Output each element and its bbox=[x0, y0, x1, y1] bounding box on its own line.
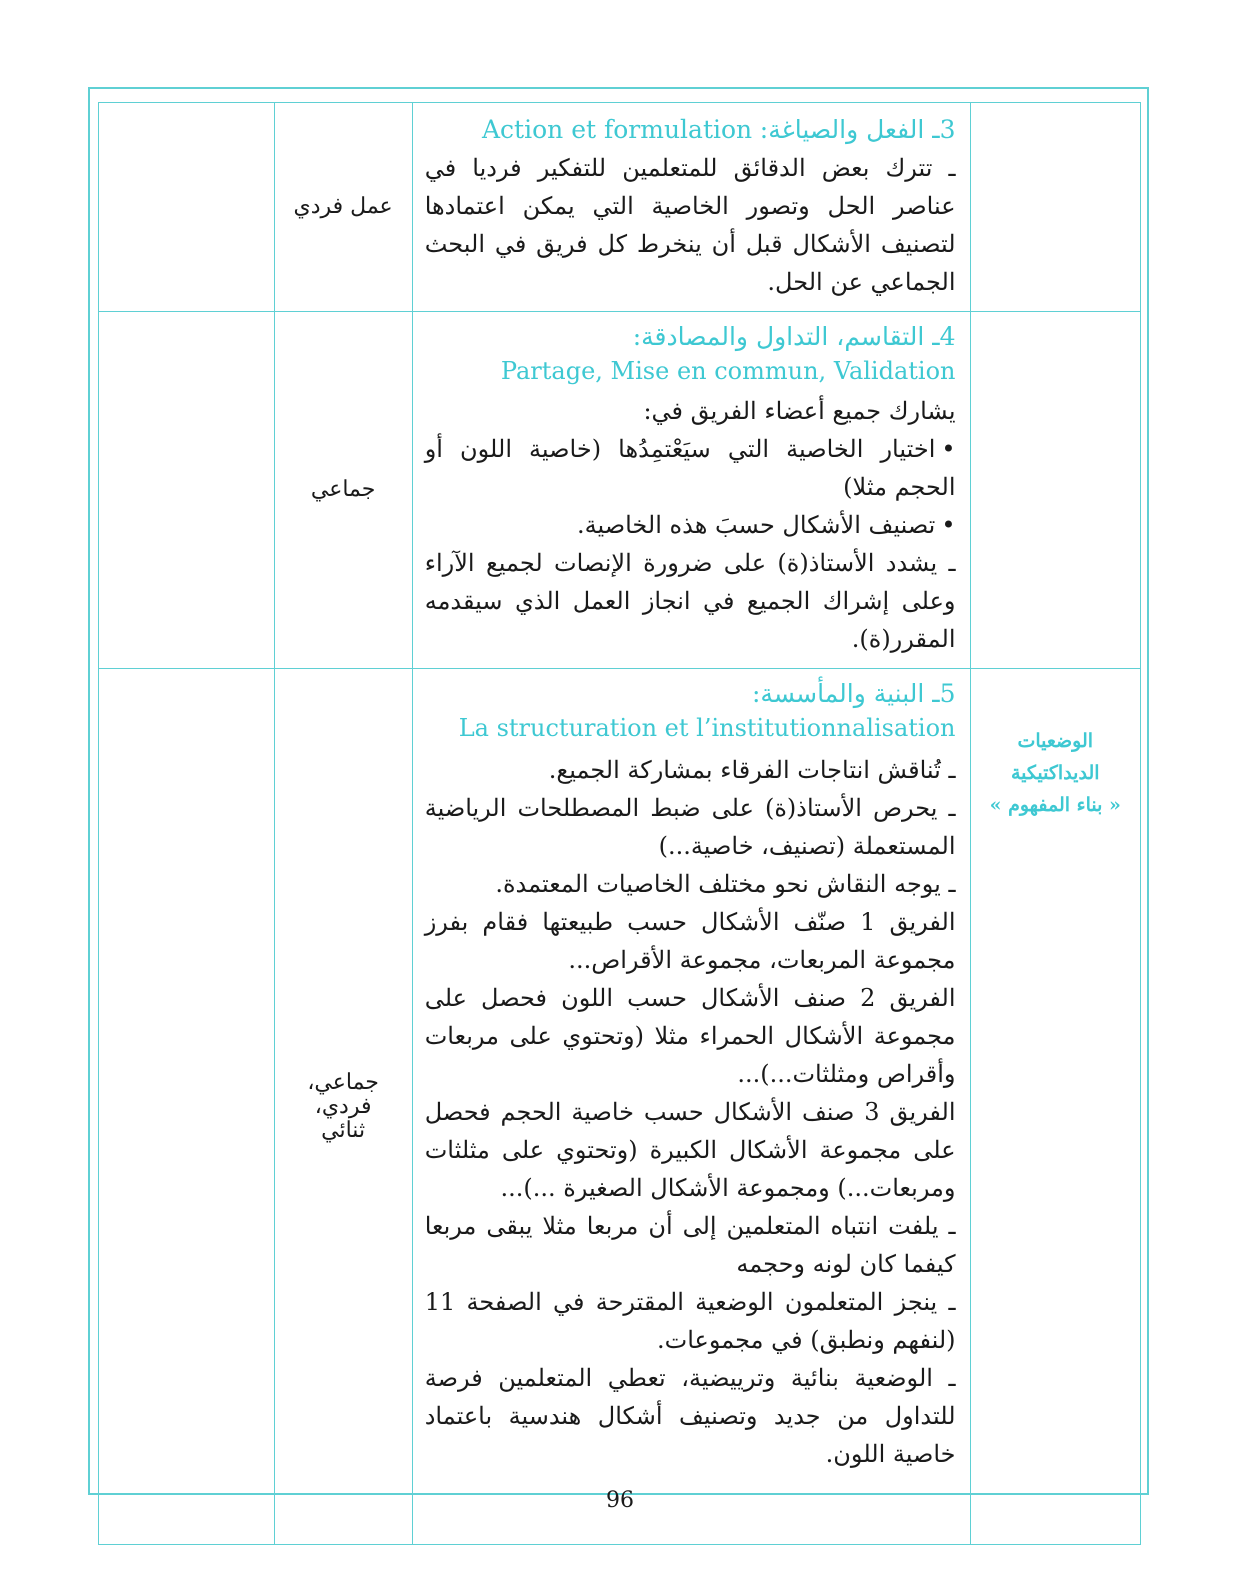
table-row bbox=[99, 103, 1141, 312]
phase-label-cell bbox=[970, 103, 1140, 312]
step-heading-ar: 5ـ البنية والمأسسة: bbox=[752, 679, 956, 708]
step-heading-fr: Action et formulation bbox=[482, 115, 753, 144]
activity-cell bbox=[412, 103, 970, 312]
table-row bbox=[99, 669, 1141, 1545]
work-mode-line: فردي، bbox=[314, 1093, 372, 1119]
activity-text: ـ الوضعية بنائية وترييضية، تعطي المتعلمين فرصة للتداول من جديد وتصنيف أشكال هندسية باعتماد خاصية اللون. bbox=[424, 1364, 956, 1468]
activity-text: ـ تُناقش انتاجات الفرقاء بمشاركة الجميع. bbox=[548, 756, 956, 784]
step-heading-fr: La structuration et l’institutionnalisation bbox=[458, 714, 956, 742]
activity-text: ـ يوجه النقاش نحو مختلف الخاصيات المعتمدة. bbox=[495, 870, 956, 898]
work-mode-cell bbox=[274, 103, 412, 312]
step-heading-ar: 4ـ التقاسم، التداول والمصادقة: bbox=[632, 322, 956, 351]
page-number: 96 bbox=[606, 1488, 634, 1513]
activity-text: الفريق 2 صنف الأشكال حسب اللون فحصل على مجموعة الأشكال الحمراء مثلا (وتحتوي على مربعات وأقراص ومثلثات...)... bbox=[424, 984, 956, 1088]
notes-cell bbox=[99, 103, 275, 312]
work-mode-line: جماعي، bbox=[307, 1069, 379, 1095]
activity-text: ـ تترك بعض الدقائق للمتعلمين للتفكير فرديا في عناصر الحل وتصور الخاصية التي يمكن اعتمادها لتصنيف الأشكال قبل أن ينخرط كل فريق في البحث الجماعي عن الحل. bbox=[424, 154, 956, 296]
activity-cell bbox=[412, 669, 970, 1545]
activity-text: الفريق 1 صنّف الأشكال حسب طبيعتها فقام بفرز مجموعة المربعات، مجموعة الأقراص... bbox=[424, 908, 956, 974]
table-row bbox=[99, 312, 1141, 669]
step-heading bbox=[425, 111, 956, 149]
work-mode: عمل فردي bbox=[293, 194, 393, 219]
phase-label-line: « بناء المفهوم » bbox=[989, 794, 1121, 816]
activity-cell bbox=[412, 312, 970, 669]
work-mode bbox=[275, 1071, 412, 1143]
phase-label bbox=[971, 725, 1140, 821]
notes-cell bbox=[99, 669, 275, 1545]
work-mode-cell bbox=[274, 312, 412, 669]
phase-label-line: الديداكتيكية bbox=[1011, 762, 1100, 784]
activity-text: ـ يلفت انتباه المتعلمين إلى أن مربعا مثلا يبقى مربعا كيفما كان لونه وحجمه bbox=[424, 1212, 956, 1278]
step-heading-fr: Partage, Mise en commun, Validation bbox=[500, 357, 956, 385]
activity-intro: يشارك جميع أعضاء الفريق في: bbox=[643, 397, 956, 425]
notes-cell bbox=[99, 312, 275, 669]
work-mode: جماعي bbox=[310, 477, 376, 502]
phase-label-cell bbox=[970, 669, 1140, 1545]
list-item: • تصنيف الأشكال حسبَ هذه الخاصية. bbox=[425, 506, 956, 544]
phase-label-line: الوضعيات bbox=[1017, 730, 1094, 752]
work-mode-line: ثنائي bbox=[321, 1117, 366, 1143]
lesson-table bbox=[98, 102, 1141, 1545]
activity-text: ـ يشدد الأستاذ(ة) على ضرورة الإنصات لجميع الآراء وعلى إشراك الجميع في انجاز العمل الذي سيقدمه المقرر(ة). bbox=[424, 549, 956, 653]
work-mode-cell bbox=[274, 669, 412, 1545]
phase-label-cell bbox=[970, 312, 1140, 669]
activity-text: ـ يحرص الأستاذ(ة) على ضبط المصطلحات الرياضية المستعملة (تصنيف، خاصية...) bbox=[424, 794, 956, 860]
activity-text: ـ ينجز المتعلمون الوضعية المقترحة في الصفحة 11 (لنفهم ونطبق) في مجموعات. bbox=[424, 1288, 956, 1354]
step-heading-ar: 3ـ الفعل والصياغة: bbox=[759, 115, 956, 144]
list-item: • اختيار الخاصية التي سيَعْتمِدُها (خاصية اللون أو الحجم مثلا) bbox=[425, 430, 956, 506]
activity-text: الفريق 3 صنف الأشكال حسب خاصية الحجم فحصل على مجموعة الأشكال الكبيرة (وتحتوي على مثلثات ومربعات...) ومجموعة الأشكال الصغيرة ...)... bbox=[424, 1098, 956, 1202]
